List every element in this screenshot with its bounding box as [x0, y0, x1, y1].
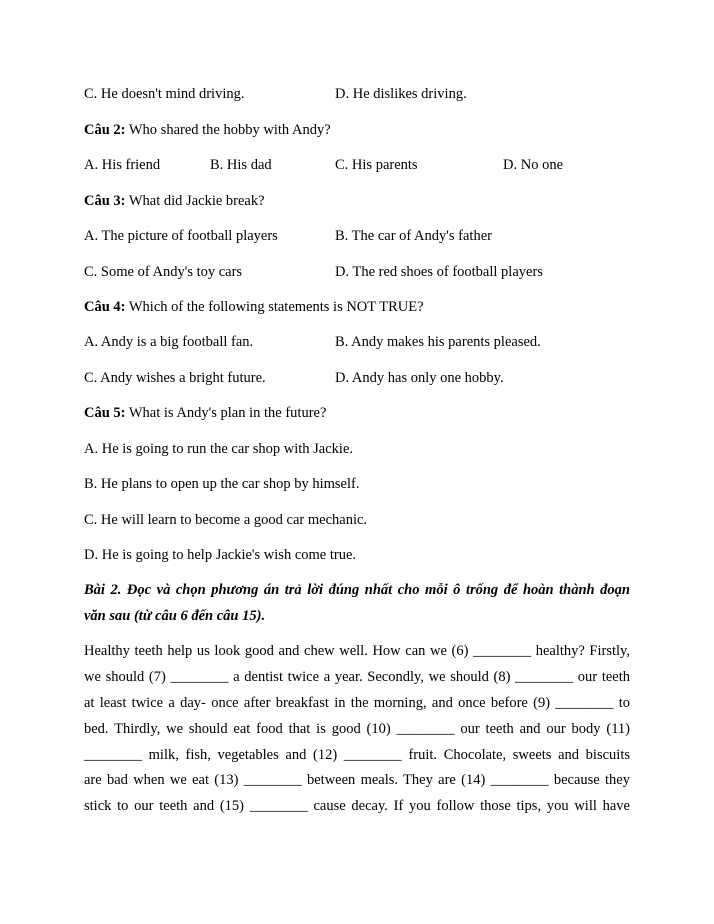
section-2-heading-line-1: Bài 2. Đọc và chọn phương án trả lời đúng nhất cho mỗi ô trống để hoàn thành đoạn: [84, 582, 630, 598]
section-2-heading: [84, 578, 630, 629]
question-5-text: What is Andy's plan in the future?: [128, 405, 327, 421]
q4-option-b: B. Andy makes his parents pleased.: [335, 334, 541, 350]
q5-option-c: C. He will learn to become a good car mechanic.: [84, 512, 368, 528]
passage-line: stick to our teeth and (15) ________ cause decay. If you follow those tips, you will have: [84, 798, 630, 815]
passage-line: at least twice a day- once after breakfast in the morning, and once before (9) ________ to: [84, 694, 630, 711]
passage-line: bed. Thirdly, we should eat food that is good (10) ________ our teeth and our body (11): [84, 720, 630, 737]
q2-option-a: A. His friend: [84, 157, 161, 173]
q4-option-c: C. Andy wishes a bright future.: [84, 370, 266, 386]
q5-option-a: A. He is going to run the car shop with Jackie.: [84, 441, 354, 457]
q3-option-d: D. The red shoes of football players: [335, 264, 543, 280]
question-5-label: Câu 5:: [84, 405, 126, 421]
passage-line: Healthy teeth help us look good and chew well. How can we (6) ________ healthy? Firstly,: [84, 643, 630, 659]
q1-option-c: C. He doesn't mind driving.: [84, 86, 245, 102]
question-4-label: Câu 4:: [84, 299, 126, 315]
q4-option-a: A. Andy is a big football fan.: [84, 334, 254, 350]
q2-option-c: C. His parents: [335, 157, 418, 173]
cloze-passage: [84, 639, 630, 820]
q5-option-d: D. He is going to help Jackie's wish come true.: [84, 547, 357, 563]
section-2-heading-line-2: văn sau (từ câu 6 đến câu 15).: [84, 607, 266, 624]
question-3-text: What did Jackie break?: [128, 193, 265, 209]
question-4-text: Which of the following statements is NOT TRUE?: [128, 299, 424, 315]
question-3-label: Câu 3:: [84, 193, 126, 209]
passage-line: are bad when we eat (13) ________ between meals. They are (14) ________ because they: [84, 772, 630, 789]
q3-option-a: A. The picture of football players: [84, 228, 278, 244]
q2-option-b: B. His dad: [210, 157, 272, 173]
passage-line: we should (7) ________ a dentist twice a year. Secondly, we should (8) ________ our teeth: [84, 668, 630, 685]
question-2-label: Câu 2:: [84, 122, 126, 138]
q2-option-d: D. No one: [503, 157, 564, 173]
question-3: [84, 192, 265, 210]
q5-option-b: B. He plans to open up the car shop by himself.: [84, 476, 360, 492]
question-2: [84, 121, 331, 139]
question-5: [84, 404, 326, 422]
q3-option-b: B. The car of Andy's father: [335, 228, 492, 244]
q3-option-c: C. Some of Andy's toy cars: [84, 264, 243, 280]
question-2-text: Who shared the hobby with Andy?: [128, 122, 331, 138]
passage-line: ________ milk, fish, vegetables and (12) ________ fruit. Chocolate, sweets and biscuits: [84, 746, 630, 763]
q4-option-d: D. Andy has only one hobby.: [335, 370, 504, 386]
question-4: [84, 298, 424, 316]
q1-option-d: D. He dislikes driving.: [335, 86, 467, 102]
